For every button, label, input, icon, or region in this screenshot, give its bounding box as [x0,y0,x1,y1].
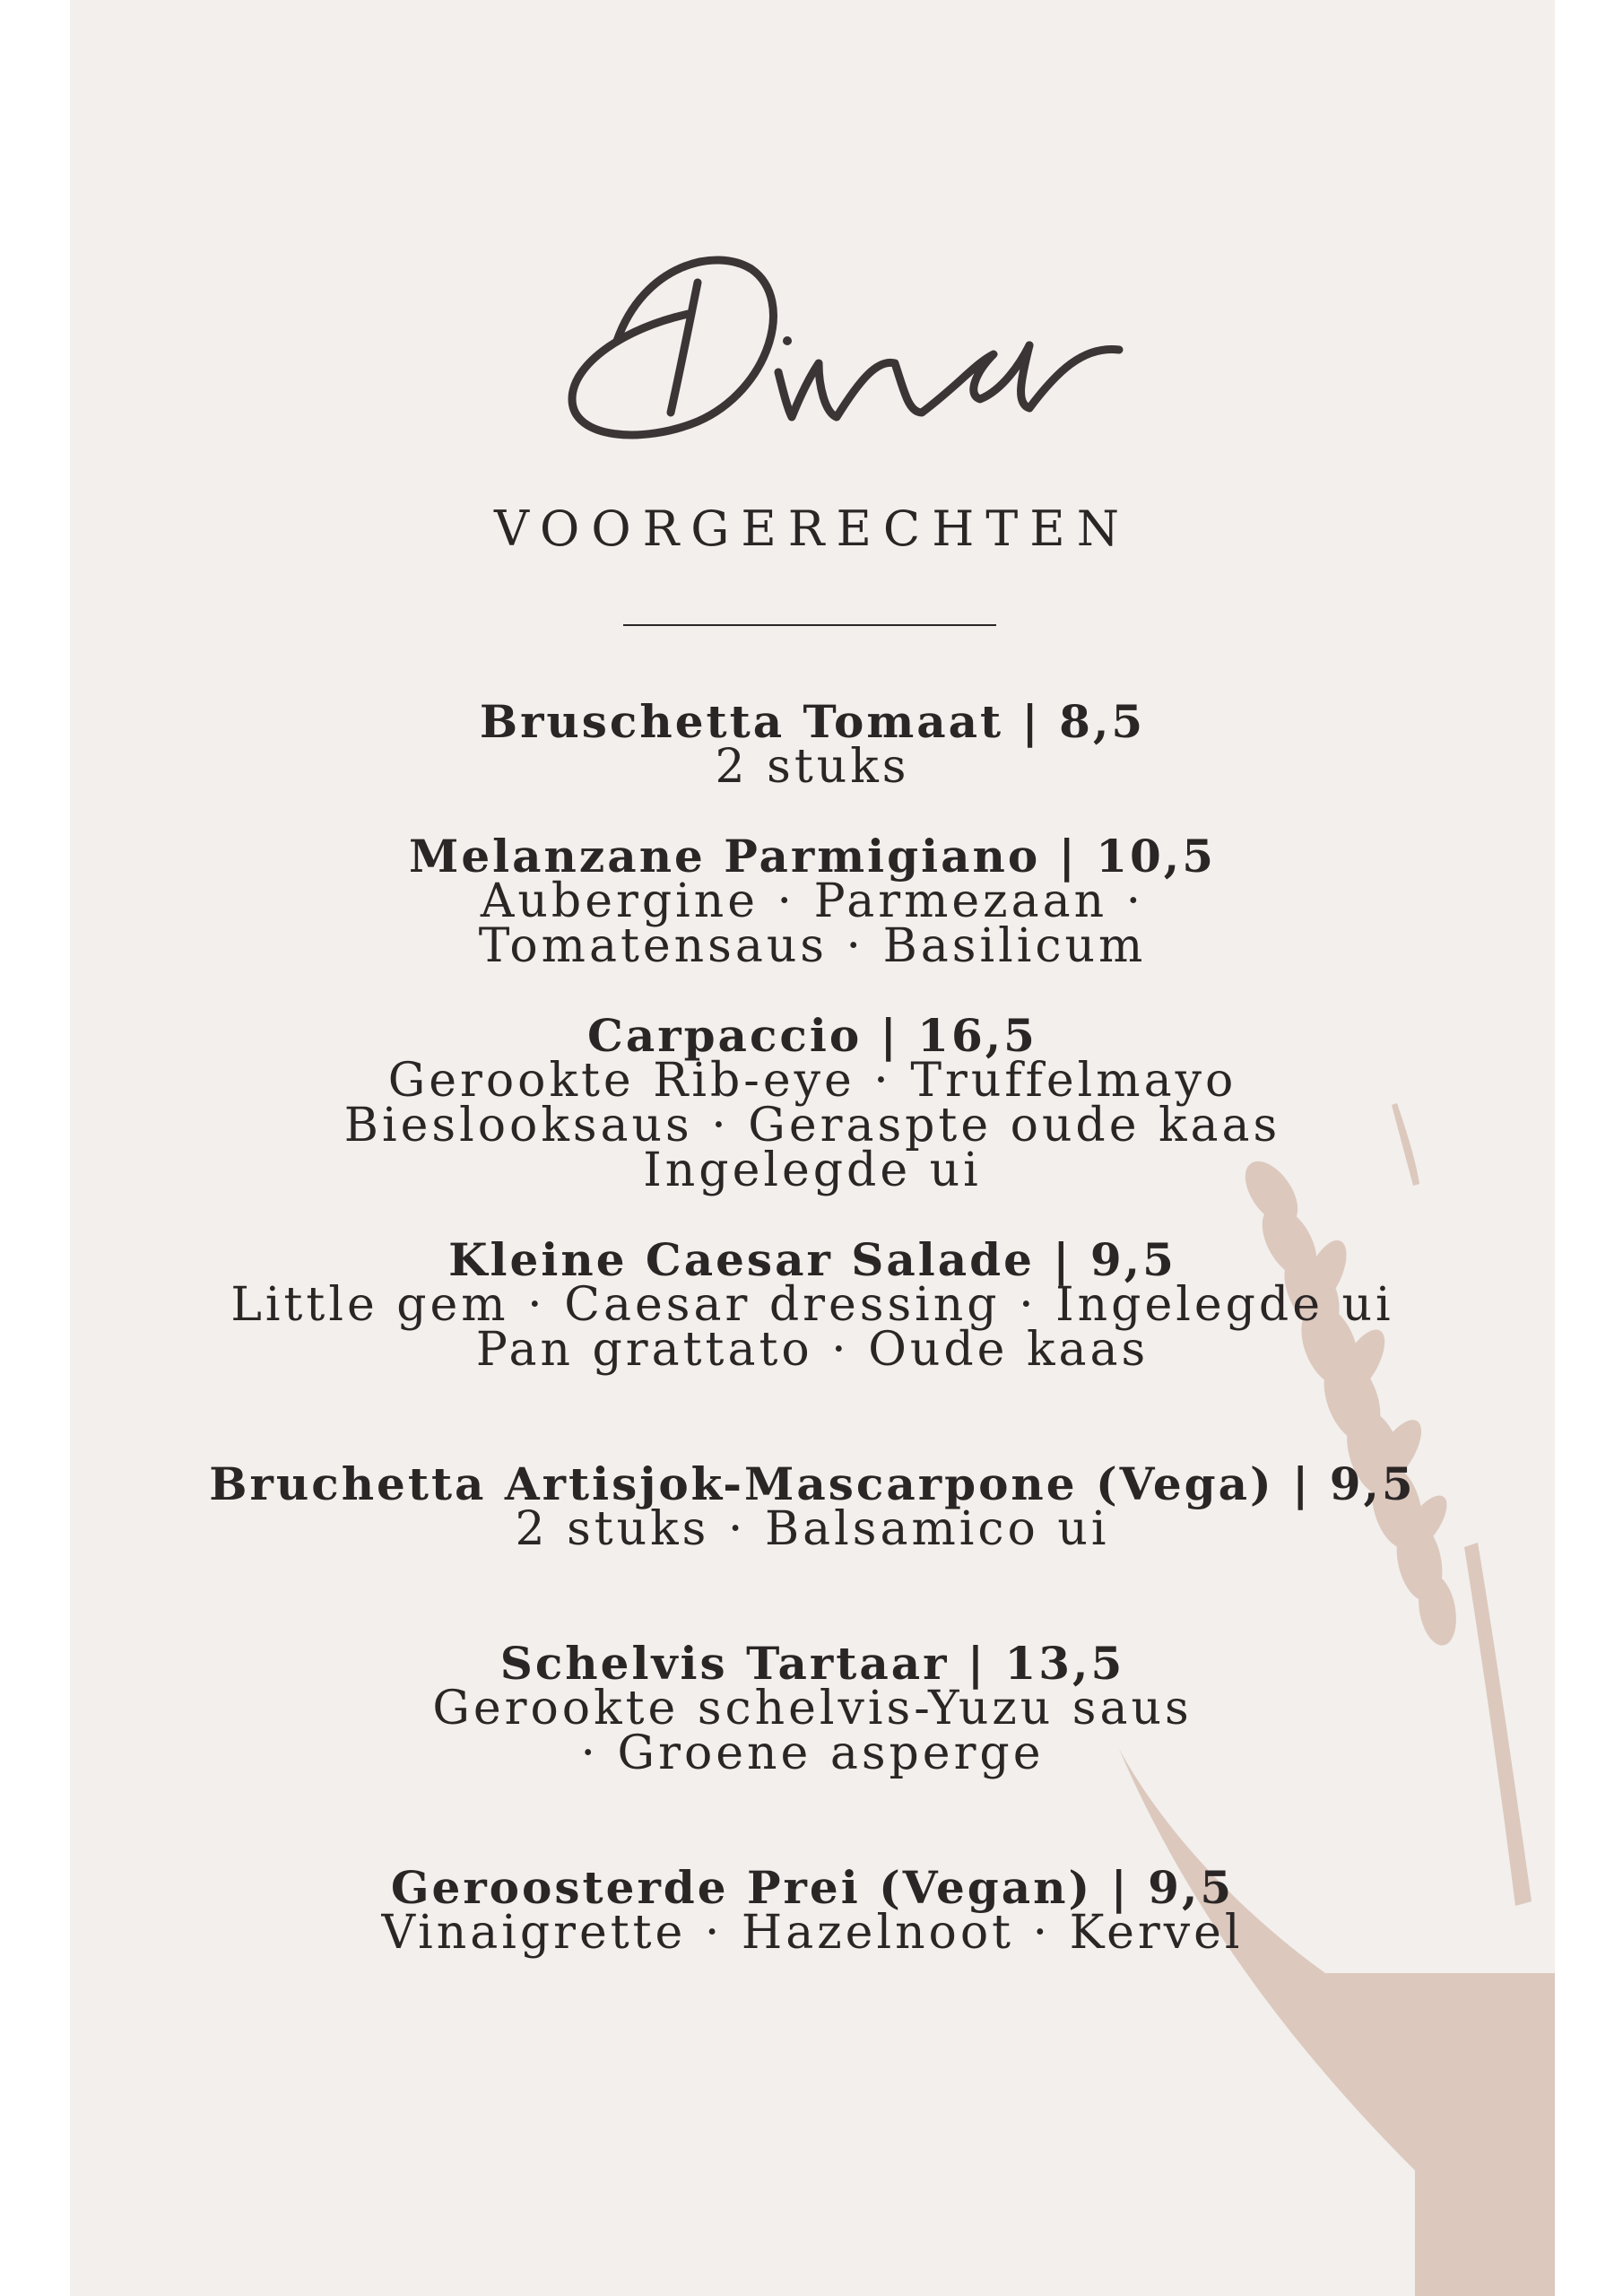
menu-item-description: Aubergine · Parmezaan · [480,874,1145,928]
menu-item-description: 2 stuks · Balsamico ui [515,1502,1110,1556]
menu-page [70,0,1555,2296]
menu-item-description: Tomatensaus · Basilicum [478,919,1147,973]
menu-item-name: Geroosterde Prei (Vegan) | 9,5 [390,1861,1235,1914]
menu-item-description: Gerookte schelvis-Yuzu saus [432,1682,1193,1735]
menu-item [70,695,1555,794]
menu-item-name: Carpaccio | 16,5 [587,1009,1037,1062]
menu-item-description: 2 stuks [715,740,910,794]
menu-item [70,1637,1555,1780]
menu-item-description: Bieslooksaus · Geraspte oude kaas [343,1099,1281,1152]
menu-item-name: Kleine Caesar Salade | 9,5 [448,1233,1176,1286]
menu-item [70,1009,1555,1197]
menu-item [70,1457,1555,1556]
menu-item-description: Ingelegde ui [643,1144,982,1197]
menu-item [70,1861,1555,1960]
menu-item [70,1233,1555,1377]
menu-item [70,830,1555,973]
menu-item-description: Pan grattato · Oude kaas [475,1323,1150,1377]
menu-item-description: Gerookte Rib-eye · Truffelmayo [387,1054,1237,1108]
menu-list [70,0,1555,2296]
menu-item-name: Bruschetta Tomaat | 8,5 [479,695,1146,748]
menu-item-description: Vinaigrette · Hazelnoot · Kervel [381,1906,1244,1960]
section-heading: VOORGERECHTEN [494,500,1131,557]
menu-item-description: Little gem · Caesar dressing · Ingelegde ui [230,1278,1394,1332]
menu-item-name: Schelvis Tartaar | 13,5 [499,1637,1125,1690]
menu-item-description: · Groene asperge [580,1726,1045,1780]
menu-item-name: Bruchetta Artisjok-Mascarpone (Vega) | 9,5 [209,1457,1416,1510]
menu-item-name: Melanzane Parmigiano | 10,5 [409,830,1216,883]
